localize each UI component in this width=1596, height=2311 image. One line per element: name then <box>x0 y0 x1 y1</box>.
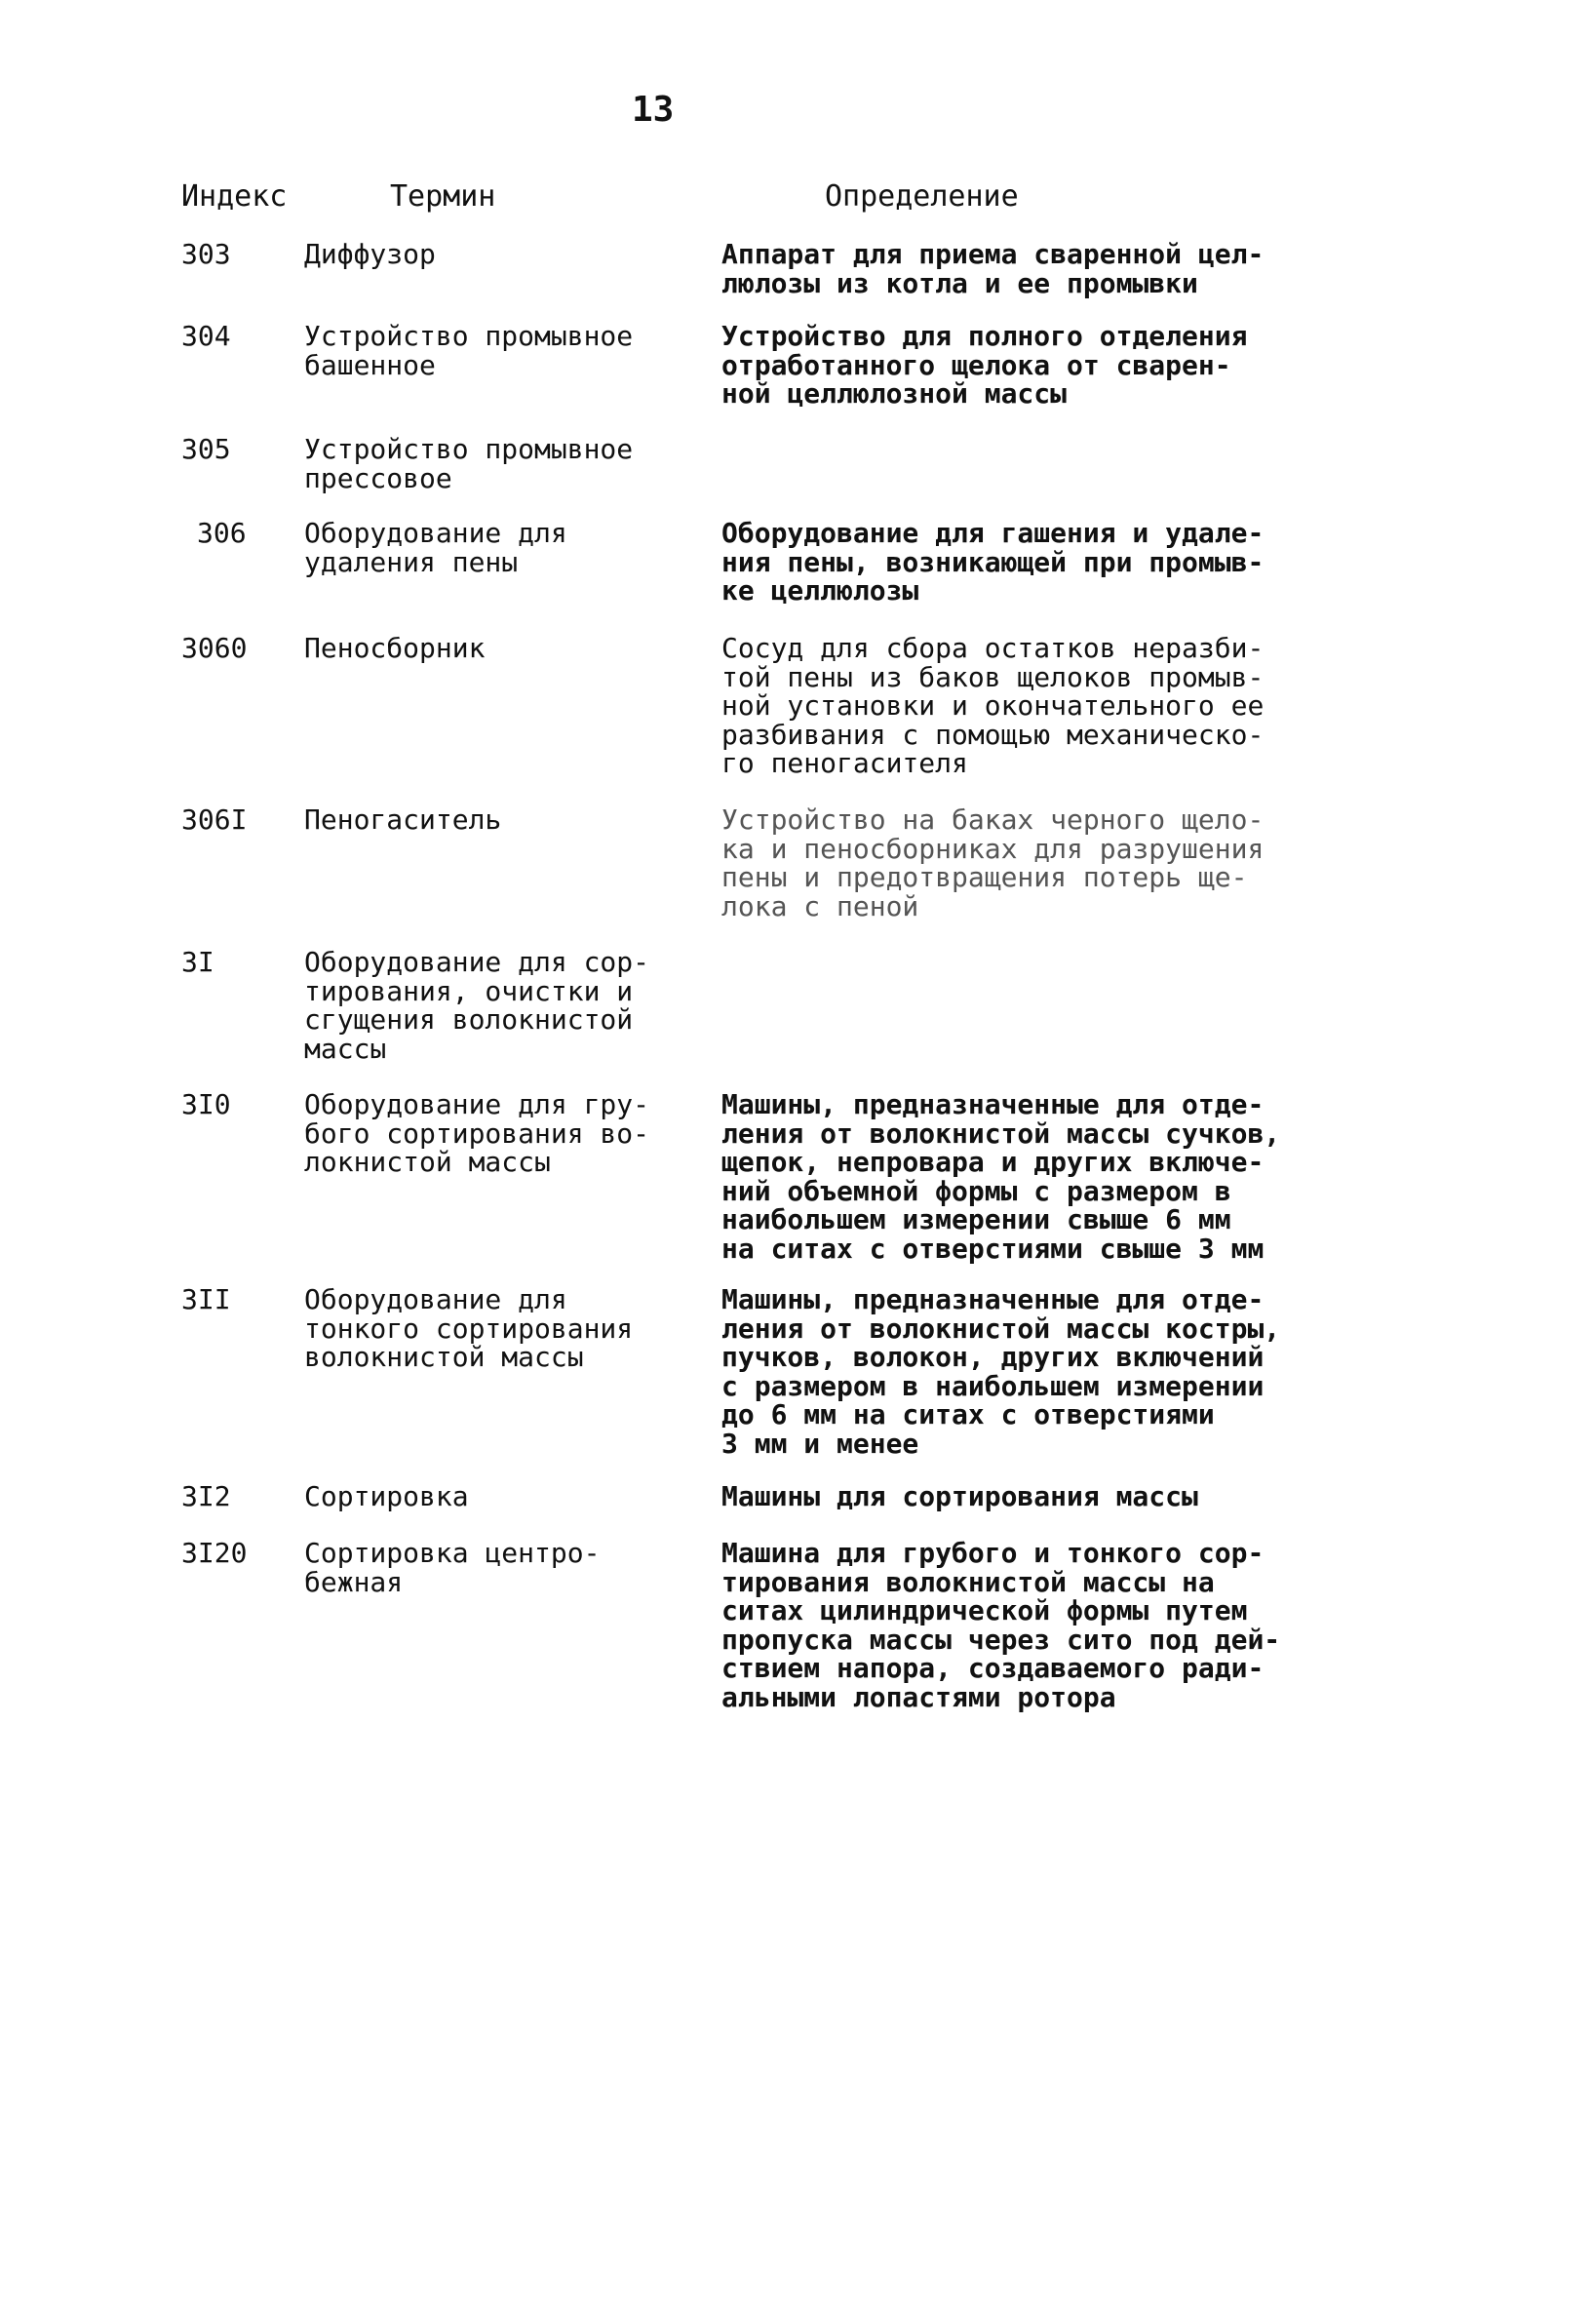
term-index: 303 <box>181 238 231 270</box>
term-definition: Устройство на баках черного щело- ка и пеносборниках для разрушения пены и предотвращения потерь ще- лока с пеной <box>721 803 1265 922</box>
term-index: 304 <box>181 320 231 352</box>
column-header-index: Индекс <box>181 179 288 214</box>
term-name: Оборудование для гру- бого сортирования во- локнистой массы <box>304 1088 650 1178</box>
term-name: Оборудование для тонкого сортирования волокнистой массы <box>304 1283 634 1373</box>
page-number: 13 <box>632 90 675 130</box>
term-index: 3II <box>181 1283 231 1315</box>
term-definition: Аппарат для приема сваренной цел- люлозы из котла и ее промывки <box>721 238 1265 299</box>
column-header-term: Термин <box>390 179 496 214</box>
term-index: 306 <box>197 517 247 549</box>
term-index: 306I <box>181 803 248 836</box>
term-index: 3I0 <box>181 1088 231 1120</box>
term-index: 3060 <box>181 632 248 664</box>
term-name: Пеногаситель <box>304 803 502 836</box>
term-definition: Машина для грубого и тонкого сор- тирования волокнистой массы на ситах цилиндрической формы путем пропуска массы через сито под дей- ствием напора, создаваемого ради- альными лопастями ротора <box>721 1537 1281 1713</box>
term-name: Сортировка <box>304 1480 469 1512</box>
term-name: Сортировка центро- бежная <box>304 1537 601 1598</box>
term-definition: Сосуд для сбора остатков неразби- той пены из баков щелоков промыв- ной установки и окончательного ее разбивания с помощью механическо- го пеногасителя <box>721 632 1265 779</box>
term-name: Устройство промывное башенное <box>304 320 634 381</box>
term-index: 3I <box>181 946 214 978</box>
term-index: 3I2 <box>181 1480 231 1512</box>
term-index: 305 <box>181 433 231 465</box>
term-definition: Машины, предназначенные для отде- ления от волокнистой массы костры, пучков, волокон, других включений с размером в наибольшем измерении до 6 мм на ситах с отверстиями 3 мм и менее <box>721 1283 1281 1460</box>
term-name: Оборудование для сор- тирования, очистки и сгущения волокнистой массы <box>304 946 650 1065</box>
term-name: Диффузор <box>304 238 436 270</box>
term-name: Устройство промывное прессовое <box>304 433 634 494</box>
term-definition: Оборудование для гашения и удале- ния пены, возникающей при промыв- ке целлюлозы <box>721 517 1265 607</box>
term-definition: Машины для сортирования массы <box>721 1480 1198 1512</box>
term-name: Пеносборник <box>304 632 486 664</box>
term-definition: Машины, предназначенные для отде- ления от волокнистой массы сучков, щепок, непровара и других включе- ний объемной формы с размером в наибольшем измерении свыше 6 мм на ситах с отверстиями свыше 3 мм <box>721 1088 1281 1265</box>
term-index: 3I20 <box>181 1537 248 1569</box>
column-header-definition: Определение <box>825 179 1019 214</box>
term-definition: Устройство для полного отделения отработанного щелока от сварен- ной целлюлозной массы <box>721 320 1248 410</box>
term-name: Оборудование для удаления пены <box>304 517 567 578</box>
